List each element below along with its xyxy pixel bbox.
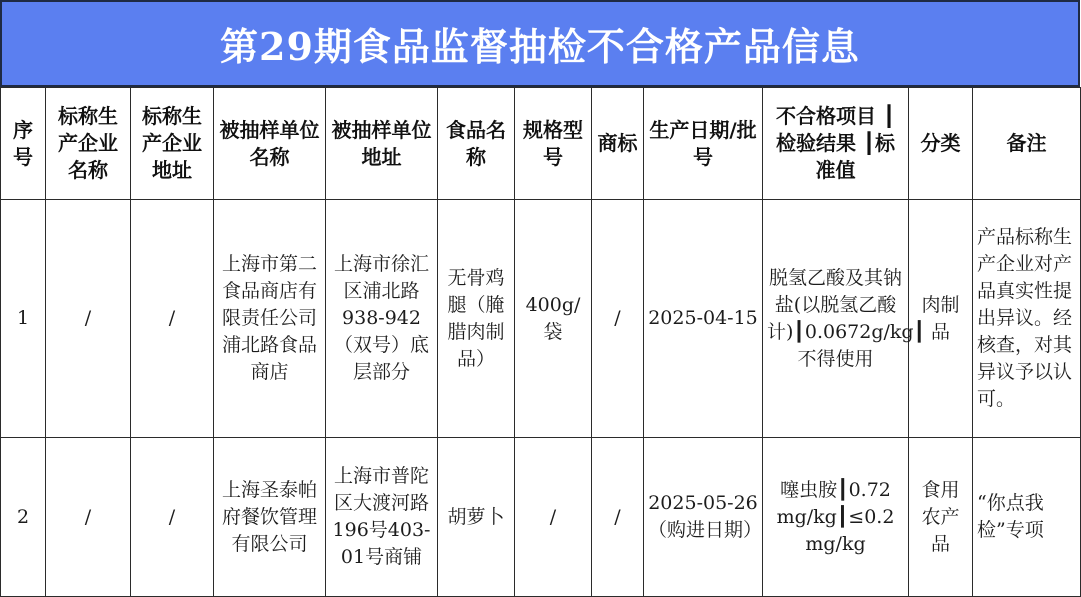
cell-brand: /: [592, 200, 644, 438]
header-category: 分类: [909, 88, 973, 200]
header-producer-address: 标称生产企业地址: [131, 88, 214, 200]
cell-seq: 1: [1, 200, 46, 438]
cell-sampled-unit-name: 上海市第二食品商店有限责任公司浦北路食品商店: [214, 200, 326, 438]
cell-food-name: 胡萝卜: [438, 438, 515, 597]
table-row: [1, 200, 1081, 438]
cell-producer-address: /: [131, 438, 214, 597]
cell-failed-item: 脱氢乙酸及其钠盐(以脱氢乙酸计)┃0.0672g/kg┃不得使用: [763, 200, 909, 438]
page-title: 第29期食品监督抽检不合格产品信息: [220, 24, 860, 69]
cell-category: 肉制品: [909, 200, 973, 438]
cell-brand: /: [592, 438, 644, 597]
cell-spec: 400g/袋: [515, 200, 592, 438]
header-spec: 规格型号: [515, 88, 592, 200]
table-row: [1, 438, 1081, 597]
cell-category: 食用农产品: [909, 438, 973, 597]
header-failed-item: 不合格项目 ┃检验结果 ┃标准值: [763, 88, 909, 200]
cell-date-batch: 2025-05-26（购进日期）: [644, 438, 763, 597]
cell-sampled-unit-address: 上海市徐汇区浦北路938-942（双号）底层部分: [326, 200, 438, 438]
inspection-table: [0, 87, 1081, 597]
header-sampled-unit-name: 被抽样单位名称: [214, 88, 326, 200]
cell-sampled-unit-address: 上海市普陀区大渡河路196号403-01号商铺: [326, 438, 438, 597]
header-seq: 序号: [1, 88, 46, 200]
header-sampled-unit-address: 被抽样单位地址: [326, 88, 438, 200]
cell-food-name: 无骨鸡腿（腌腊肉制品）: [438, 200, 515, 438]
header-food-name: 食品名称: [438, 88, 515, 200]
cell-remark: “你点我检”专项: [973, 438, 1081, 597]
cell-producer-name: /: [46, 200, 131, 438]
cell-producer-name: /: [46, 438, 131, 597]
header-producer-name: 标称生产企业名称: [46, 88, 131, 200]
cell-remark: 产品标称生产企业对产品真实性提出异议。经核查，对其异议予以认可。: [973, 200, 1081, 438]
cell-sampled-unit-name: 上海圣泰帕府餐饮管理有限公司: [214, 438, 326, 597]
header-remark: 备注: [973, 88, 1081, 200]
title-banner: [0, 0, 1080, 87]
cell-producer-address: /: [131, 200, 214, 438]
table-header-row: [1, 88, 1081, 200]
cell-date-batch: 2025-04-15: [644, 200, 763, 438]
cell-failed-item: 噻虫胺┃0.72 mg/kg┃≤0.2 mg/kg: [763, 438, 909, 597]
cell-seq: 2: [1, 438, 46, 597]
cell-spec: /: [515, 438, 592, 597]
header-date-batch: 生产日期/批号: [644, 88, 763, 200]
header-brand: 商标: [592, 88, 644, 200]
